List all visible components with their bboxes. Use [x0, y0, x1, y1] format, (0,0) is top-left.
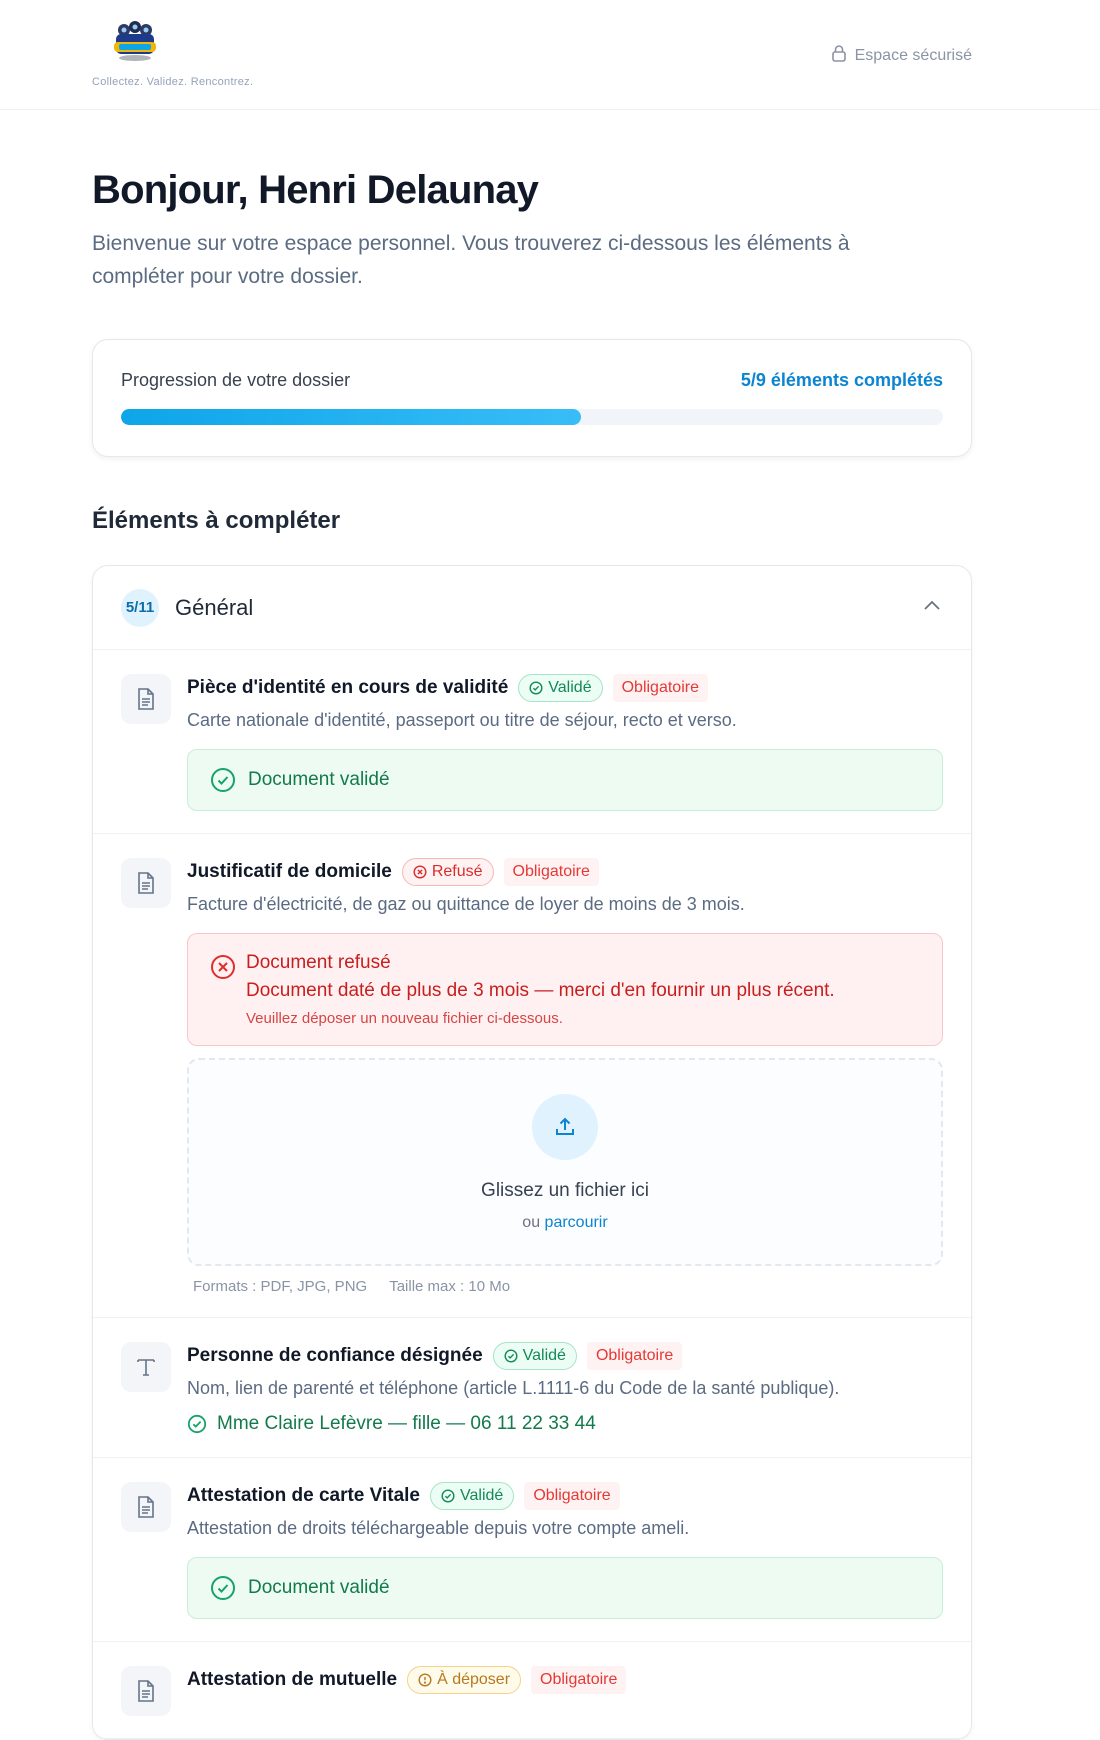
- required-badge: Obligatoire: [504, 858, 599, 886]
- list-item: [93, 834, 971, 1318]
- dropzone-sub: ou parcourir: [522, 1214, 608, 1231]
- main-content: [92, 110, 972, 1740]
- intro-text: Bienvenue sur votre espace personnel. Vous trouverez ci-dessous les éléments à compléter pour votre dossier.: [92, 232, 850, 288]
- progress-card: [92, 339, 972, 457]
- item-description: Nom, lien de parenté et téléphone (article L.1111-6 du Code de la santé publique).: [187, 1378, 840, 1398]
- item-title: Attestation de carte Vitale: [187, 1485, 421, 1506]
- validated-notice: [187, 1557, 943, 1619]
- status-badge: À déposer: [407, 1666, 521, 1694]
- progress-bar: [121, 409, 943, 425]
- item-title: Attestation de mutuelle: [187, 1669, 398, 1690]
- check-circle-icon: [210, 1575, 236, 1601]
- lock-icon: [831, 44, 847, 67]
- x-circle-icon: [210, 954, 236, 980]
- validated-text: Document validé: [248, 1577, 390, 1598]
- check-circle-icon: [210, 767, 236, 793]
- check-circle-icon: [529, 681, 543, 695]
- item-title: Personne de confiance désignée: [187, 1345, 483, 1366]
- item-description: Carte nationale d'identité, passeport ou titre de séjour, recto et verso.: [187, 710, 737, 730]
- document-icon: [121, 1666, 171, 1716]
- answer-value: [187, 1413, 943, 1435]
- progress-count: 5/9 éléments complétés: [740, 370, 943, 390]
- group-count-badge: 5/11: [121, 589, 159, 627]
- x-circle-icon: [413, 865, 427, 879]
- document-icon: [121, 674, 171, 724]
- item-description: Facture d'électricité, de gaz ou quittance de loyer de moins de 3 mois.: [187, 894, 745, 914]
- list-item: [93, 1642, 971, 1739]
- status-badge: Validé: [430, 1482, 514, 1510]
- clock-icon: [418, 1673, 432, 1687]
- upload-icon: [532, 1094, 598, 1160]
- secure-label: Espace sécurisé: [854, 46, 972, 64]
- required-badge: Obligatoire: [524, 1482, 619, 1510]
- text-icon: [121, 1342, 171, 1392]
- dropzone-label: Glissez un fichier ici: [481, 1180, 649, 1201]
- browse-link[interactable]: parcourir: [544, 1214, 608, 1231]
- chevron-up-icon[interactable]: [923, 598, 941, 616]
- required-badge: Obligatoire: [613, 674, 708, 702]
- refused-title: Document refusé: [246, 952, 391, 973]
- required-badge: Obligatoire: [531, 1666, 626, 1694]
- item-title: Justificatif de domicile: [187, 861, 392, 882]
- file-dropzone[interactable]: [187, 1058, 943, 1266]
- status-badge: Validé: [518, 674, 602, 702]
- group-general: [92, 565, 972, 1740]
- check-circle-icon: [441, 1489, 455, 1503]
- refused-hint: Veuillez déposer un nouveau fichier ci-dessous.: [246, 1010, 563, 1027]
- formats-text: Formats : PDF, JPG, PNG: [193, 1278, 368, 1295]
- app-logo[interactable]: [110, 20, 160, 62]
- secure-space-indicator: [831, 44, 972, 67]
- list-item: [93, 1318, 971, 1458]
- validated-text: Document validé: [248, 769, 390, 790]
- check-circle-icon: [504, 1349, 518, 1363]
- progress-bar-fill: [121, 409, 581, 425]
- status-badge: Refusé: [402, 858, 494, 886]
- check-circle-icon: [187, 1414, 207, 1434]
- group-header[interactable]: [93, 566, 971, 650]
- upload-constraints: [187, 1278, 943, 1295]
- document-icon: [121, 1482, 171, 1532]
- required-badge: Obligatoire: [587, 1342, 682, 1370]
- max-size-text: Taille max : 10 Mo: [389, 1278, 511, 1295]
- section-title: Éléments à compléter: [92, 507, 341, 534]
- answer-text: Mme Claire Lefèvre — fille — 06 11 22 33 44: [217, 1413, 596, 1434]
- document-icon: [121, 858, 171, 908]
- refused-reason: Document daté de plus de 3 mois — merci d'en fournir un plus récent.: [246, 980, 835, 1001]
- page-title: Bonjour, Henri Delaunay: [92, 168, 539, 212]
- list-item: [93, 1458, 971, 1642]
- list-item: [93, 650, 971, 834]
- top-bar: [0, 0, 1100, 110]
- progress-title: Progression de votre dossier: [121, 370, 351, 390]
- tagline: Collectez. Validez. Rencontrez.: [92, 76, 254, 88]
- status-badge: Validé: [493, 1342, 577, 1370]
- item-title: Pièce d'identité en cours de validité: [187, 677, 509, 698]
- group-name: Général: [175, 594, 254, 620]
- refused-notice: [187, 933, 943, 1046]
- validated-notice: [187, 749, 943, 811]
- item-description: Attestation de droits téléchargeable depuis votre compte ameli.: [187, 1518, 690, 1538]
